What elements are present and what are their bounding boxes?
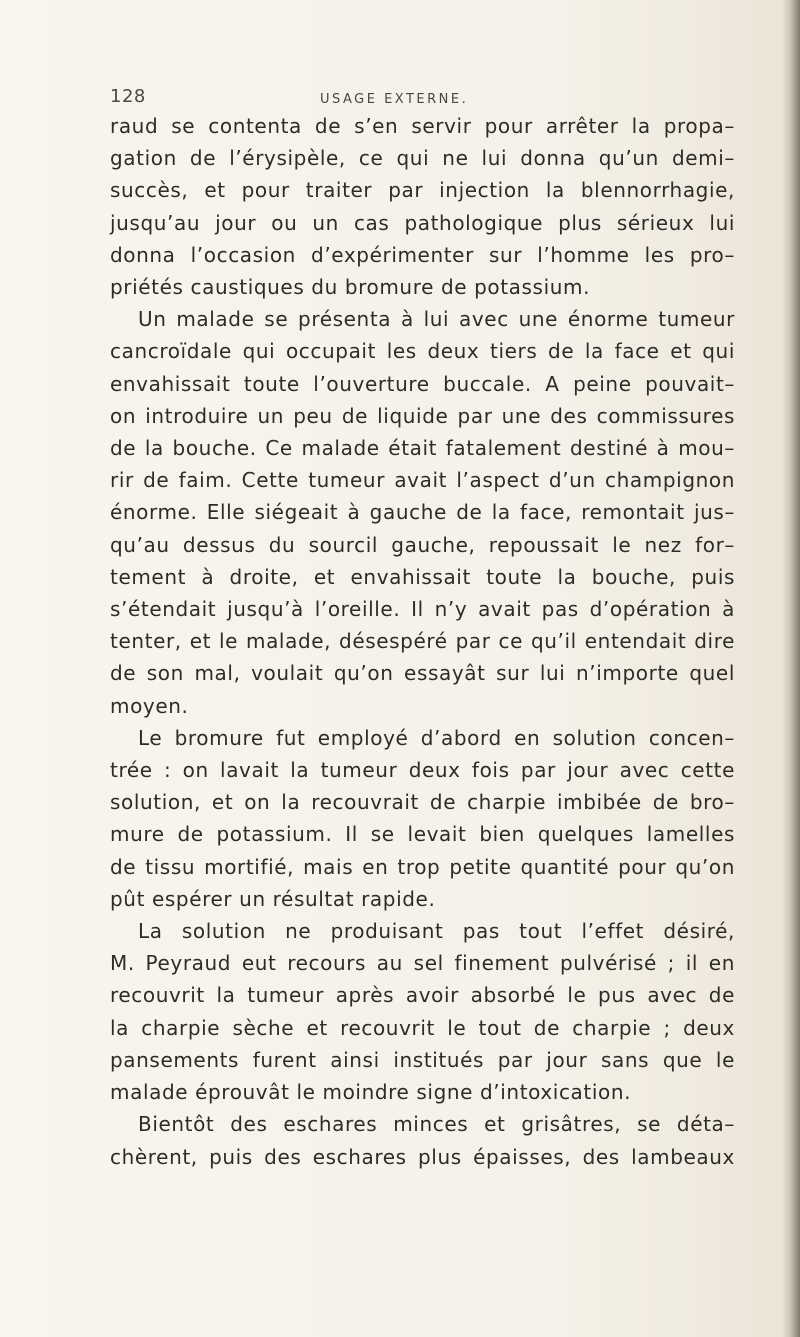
text-line: de la bouche. Ce malade était fatalement destiné à mou– bbox=[110, 436, 735, 461]
text-line: s’étendait jusqu’à l’oreille. Il n’y avait pas d’opération à bbox=[110, 597, 735, 622]
page-edge-shadow bbox=[782, 0, 800, 1337]
text-line: pût espérer un résultat rapide. bbox=[110, 886, 436, 911]
text-line: Le bromure fut employé d’abord en solution concen– bbox=[138, 725, 735, 750]
text-line: M. Peyraud eut recours au sel finement pulvérisé ; il en bbox=[110, 951, 735, 976]
text-line: énorme. Elle siégeait à gauche de la face, remontait jus– bbox=[110, 500, 735, 525]
text-line: priétés caustiques du bromure de potassium. bbox=[110, 275, 591, 300]
text-line: qu’au dessus du sourcil gauche, repoussait le nez for– bbox=[110, 532, 735, 557]
text-line: tement à droite, et envahissait toute la bouche, puis bbox=[110, 564, 735, 589]
text-line: donna l’occasion d’expérimenter sur l’homme les pro– bbox=[110, 242, 735, 267]
text-line: jusqu’au jour ou un cas pathologique plus sérieux lui bbox=[110, 210, 735, 235]
text-line: moyen. bbox=[110, 693, 189, 718]
text-line: on introduire un peu de liquide par une des commissures bbox=[110, 403, 735, 428]
text-line: La solution ne produisant pas tout l’effet désiré, bbox=[138, 919, 735, 944]
text-line: raud se contenta de s’en servir pour arrêter la propa– bbox=[110, 114, 735, 138]
text-line: malade éprouvât le moindre signe d’intoxication. bbox=[110, 1080, 632, 1105]
text-line: Bientôt des eschares minces et grisâtres, se déta– bbox=[138, 1112, 735, 1137]
text-line: de tissu mortifié, mais en trop petite quantité pour qu’on bbox=[110, 854, 735, 879]
text-line: la charpie sèche et recouvrit le tout de charpie ; deux bbox=[110, 1015, 735, 1040]
text-line: recouvrit la tumeur après avoir absorbé le pus avec de bbox=[110, 983, 735, 1008]
body-text bbox=[110, 110, 735, 1173]
text-line: envahissait toute l’ouverture buccale. A peine pouvait– bbox=[110, 371, 735, 396]
text-line: trée : on lavait la tumeur deux fois par jour avec cette bbox=[110, 758, 735, 783]
text-line: gation de l’érysipèle, ce qui ne lui donna qu’un demi– bbox=[110, 146, 735, 171]
text-line: tenter, et le malade, désespéré par ce qu’il entendait dire bbox=[110, 629, 735, 654]
text-line: mure de potassium. Il se levait bien quelques lamelles bbox=[110, 822, 735, 847]
text-line: chèrent, puis des eschares plus épaisses, des lambeaux bbox=[110, 1144, 735, 1169]
running-head: USAGE EXTERNE. bbox=[320, 92, 469, 107]
page-number: 128 bbox=[110, 86, 146, 107]
text-line: Un malade se présenta à lui avec une énorme tumeur bbox=[138, 307, 735, 332]
text-line: succès, et pour traiter par injection la blennorrhagie, bbox=[110, 178, 735, 203]
text-line: pansements furent ainsi institués par jour sans que le bbox=[110, 1047, 735, 1072]
text-line: cancroïdale qui occupait les deux tiers de la face et qui bbox=[110, 339, 735, 364]
text-line: rir de faim. Cette tumeur avait l’aspect d’un champignon bbox=[110, 468, 735, 493]
text-line: solution, et on la recouvrait de charpie imbibée de bro– bbox=[110, 790, 735, 815]
text-line: de son mal, voulait qu’on essayât sur lui n’importe quel bbox=[110, 661, 735, 686]
